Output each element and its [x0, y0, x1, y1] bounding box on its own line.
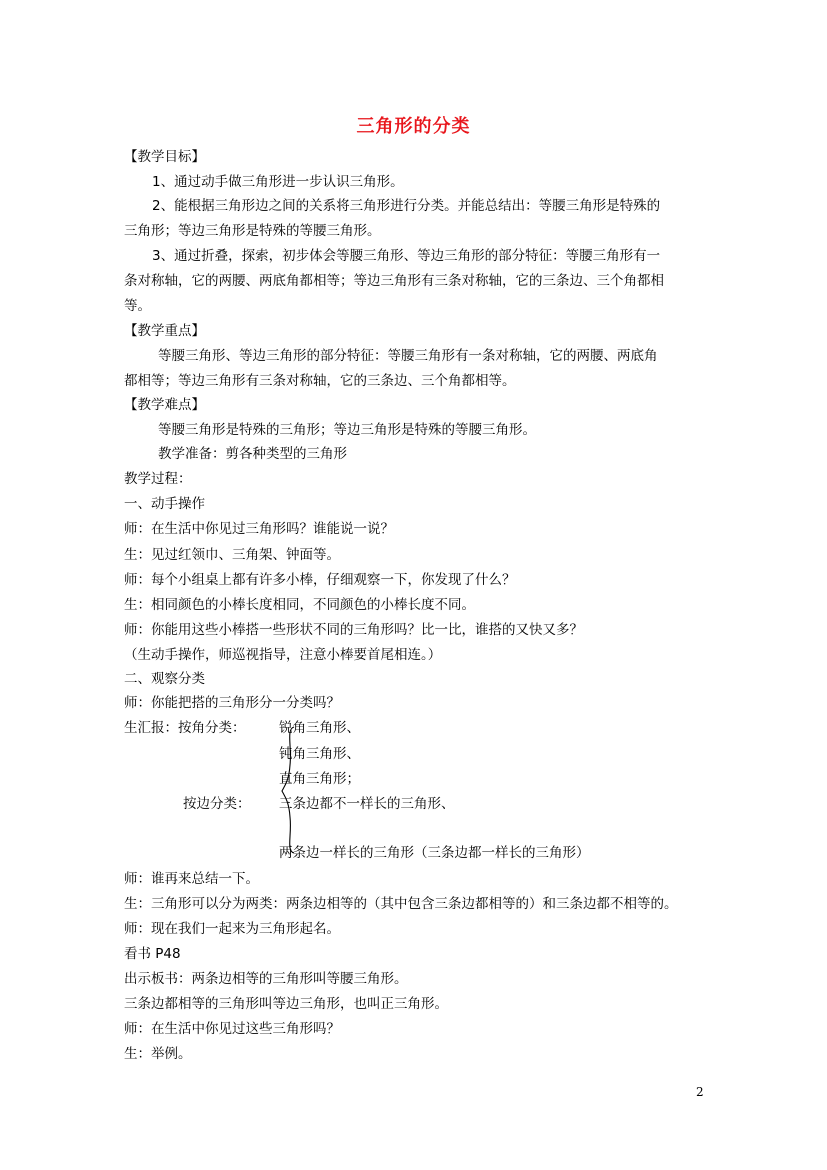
report-label: 生汇报：按角分类：: [124, 720, 246, 736]
dialog-line: 师：你能把搭的三角形分一分类吗？: [124, 695, 340, 711]
dialog-line: 师：谁再来总结一下。: [124, 871, 259, 887]
dialog-line: 师：在生活中你见过这些三角形吗？: [124, 1021, 340, 1037]
side-label: 按边分类：: [183, 796, 251, 812]
goal-1: 1、通过动手做三角形进一步认识三角形。: [152, 174, 404, 190]
book-reference: 看书 P48: [124, 946, 181, 962]
preparation-line: 教学准备：剪各种类型的三角形: [158, 446, 347, 462]
dialog-line: 出示板书：两条边相等的三角形叫等腰三角形。: [124, 971, 408, 987]
goal-2-line-1: 2、能根据三角形边之间的关系将三角形进行分类。并能总结出：等腰三角形是特殊的: [152, 198, 661, 214]
dialog-line: 生：举例。: [124, 1046, 192, 1062]
dialog-line: 生：三角形可以分为两类：两条边相等的（其中包含三条边都相等的）和三条边都不相等的。: [124, 896, 678, 912]
goal-3-line-3: 等。: [124, 298, 151, 314]
dialog-line: 生：见过红领巾、三角架、钟面等。: [124, 547, 340, 563]
key-header: 【教学重点】: [124, 323, 205, 339]
dialog-line: 师：现在我们一起来为三角形起名。: [124, 921, 340, 937]
goal-2-line-2: 三角形；等边三角形是特殊的等腰三角形。: [124, 223, 381, 239]
dialog-line: （生动手操作，师巡视指导，注意小棒要首尾相连。）: [124, 647, 442, 663]
key-line-1: 等腰三角形、等边三角形的部分特征：等腰三角形有一条对称轴，它的两腰、两底角: [158, 348, 658, 364]
part-2-heading: 二、观察分类: [124, 671, 205, 687]
side-class-isosceles: 两条边一样长的三角形（三条边都一样长的三角形）: [279, 845, 590, 861]
dialog-line: 三条边都相等的三角形叫等边三角形，也叫正三角形。: [124, 996, 448, 1012]
key-line-2: 都相等；等边三角形有三条对称轴，它的三条边、三个角都相等。: [124, 373, 516, 389]
dialog-line: 师：你能用这些小棒搭一些形状不同的三角形吗？比一比，谁搭的又快又多？: [124, 622, 583, 638]
difficulty-line: 等腰三角形是特殊的三角形；等边三角形是特殊的等腰三角形。: [158, 422, 536, 438]
dialog-line: 生：相同颜色的小棒长度相同，不同颜色的小棒长度不同。: [124, 597, 475, 613]
page-title: 三角形的分类: [356, 116, 471, 137]
curly-brace-icon: [280, 725, 300, 855]
goal-3-line-2: 条对称轴，它的两腰、两底角都相等；等边三角形有三条对称轴，它的三条边、三个角都相: [124, 273, 664, 289]
side-class-scalene: 三条边都不一样长的三角形、: [279, 796, 455, 812]
angle-class-acute: 锐角三角形、: [279, 720, 360, 736]
goal-3-line-1: 3、通过折叠，探索，初步体会等腰三角形、等边三角形的部分特征：等腰三角形有一: [152, 248, 661, 264]
part-1-heading: 一、动手操作: [124, 496, 205, 512]
angle-class-obtuse: 钝角三角形、: [279, 746, 360, 762]
angle-class-right: 直角三角形；: [279, 771, 360, 787]
page-number: 2: [696, 1085, 704, 1099]
goals-header: 【教学目标】: [124, 149, 205, 165]
process-header: 教学过程：: [124, 471, 192, 487]
dialog-line: 师：每个小组桌上都有许多小棒，仔细观察一下，你发现了什么？: [124, 572, 516, 588]
dialog-line: 师：在生活中你见过三角形吗？谁能说一说？: [124, 521, 394, 537]
difficulty-header: 【教学难点】: [124, 397, 205, 413]
